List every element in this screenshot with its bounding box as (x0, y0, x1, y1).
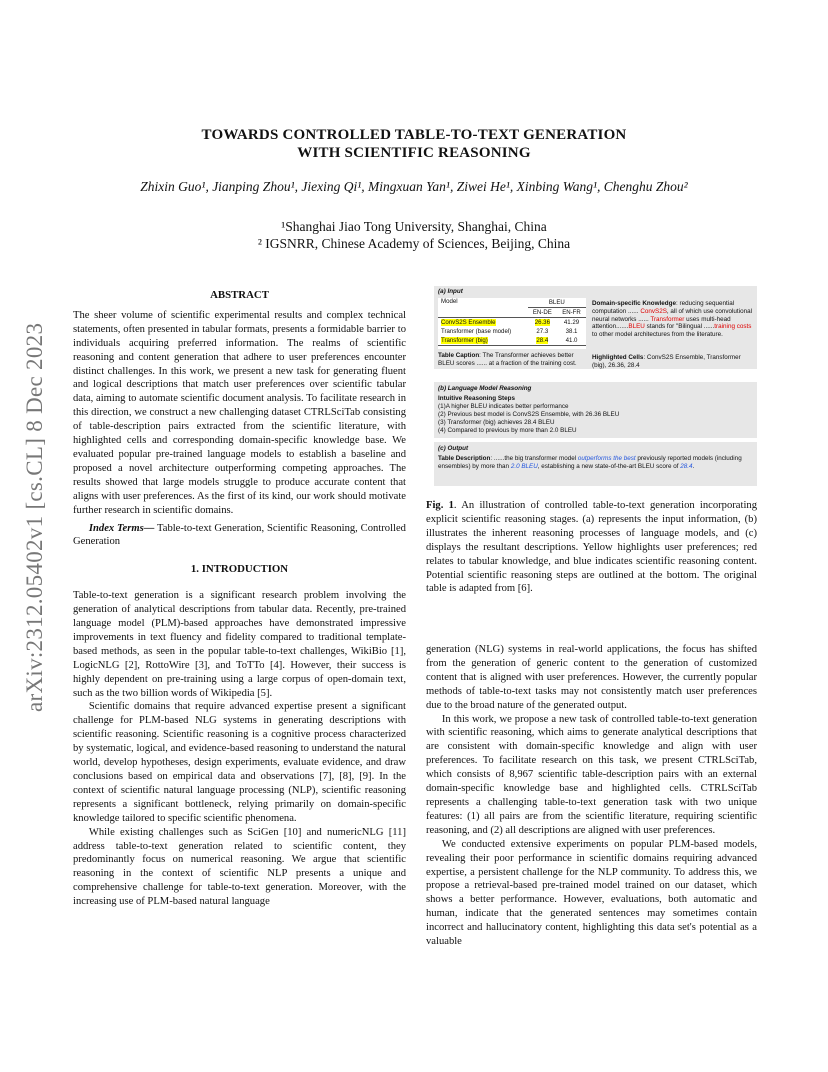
td-text: , establishing a new state-of-the-art BLEU score of (537, 462, 681, 470)
table-cell-enfr: 41.0 (565, 336, 578, 344)
fig-caption-label: Fig. 1 (426, 500, 454, 511)
td-highlight: outperforms the best (577, 455, 636, 462)
affiliations (0, 218, 828, 252)
panel-b-label: (b) Language Model Reasoning (438, 385, 532, 392)
affiliation-2: ² IGSNRR, Chinese Academy of Sciences, Beijing, China (257, 236, 571, 251)
bleu-table (438, 298, 586, 346)
left-column (73, 289, 406, 909)
figure-1 (426, 286, 757, 486)
index-terms-text: Table-to-text Generation, Scientific Reasoning, Controlled Generation (73, 522, 406, 548)
fig-caption-text: . An illustration of controlled table-to-text generation incorporating explicit scientific reasoning stages. (a) represents the input information, (b) illustrates the inherent reasoning processes of language models, and (c) displays the resultant descriptions. Yellow highlights user preferences; red relates to tabular knowledge, and blue indicates scientific reasoning content. Potential scientific reasoning steps are outlined at the bottom. The original table is adapted from [6]. (426, 500, 757, 595)
input-table (438, 298, 586, 349)
index-terms (73, 522, 406, 550)
table-cell-model: ConvS2S Ensemble (441, 318, 496, 326)
dk-text: , all of which use convolutional neural networks ...... (592, 307, 752, 323)
domain-knowledge-label: Domain-specific Knowledge (592, 300, 676, 307)
abstract-text: The sheer volume of scientific experimental results and complex technical statements, often presented in tabular formats, presents a formidable barrier to individuals acquiring preferred information. The realms of scientific reasoning and content generation that adhere to user preferences encounter distinct challenges. In this work, we present a new task for generating fluent and logical descriptions that match user preferences over scientific tabular data, aiming to automate scientific document analysis. To facilitate research in this direction, we construct a new challenging dataset CTRLSciTab consisting of table-description pairs extracted from the scientific literature, with highlighted cells and corresponding domain-specific knowledge base. We evaluated popular pre-trained language models to establish a baseline and proposed a novel architecture outperforming competing approaches. The results showed that large models struggle to produce accurate content that aligns with user preferences. As the first of its kind, our work should motivate further research in scientific domains. (73, 309, 406, 516)
table-caption-label: Table Caption (438, 352, 480, 359)
figure-panel-a (434, 286, 757, 369)
table-cell-model: Transformer (base model) (441, 327, 512, 335)
table-cell-ende: 26.36 (534, 318, 550, 326)
domain-knowledge (592, 300, 752, 339)
dk-highlight: ConvS2S (640, 307, 667, 315)
table-caption-text: : The Transformer achieves better BLEU scores ...... at a fraction of the training cost. (438, 352, 577, 367)
dk-text: to other model architectures from the literature. (592, 331, 723, 339)
affiliation-1: ¹Shanghai Jiao Tong University, Shanghai, China (281, 219, 547, 234)
table-cell-ende: 28.4 (536, 336, 549, 344)
right-paragraph-3: We conducted extensive experiments on popular PLM-based models, revealing their poor performance in scientific domains requiring advanced expertise, a persistent challenge for the NLP community. To address this, we propose a retrieval-based pre-trained model trained on our dataset, which shows a better performance. However, evaluations, both automatic and human, indicate that the generated sentences may sometimes contain incorrect and hallucinatory content, highlighting this data set's potential as a valuable (426, 838, 757, 948)
dk-highlight: BLEU (628, 323, 645, 331)
table-header-model: Model (441, 298, 458, 305)
title-line-2: WITH SCIENTIFIC REASONING (297, 145, 531, 161)
table-description (438, 455, 748, 471)
right-paragraph-2: In this work, we propose a new task of controlled table-to-text generation with scientific reasoning, which aims to generate analytical descriptions that are consistent with domain-specific knowledge and align with user preferences. To facilitate research on this task, we present CTRLSciTab, which consists of 8,967 scientific table-description pairs with an external domain-specific knowledge base and highlighted cells. CTRLSciTab represents a challenging table-to-text generation task with two unique features: (1) all pairs are from the scientific literature, requiring scientific reasoning, and (2) all descriptions are aligned with user preferences. (426, 713, 757, 836)
abstract-heading: ABSTRACT (210, 289, 269, 301)
right-column (426, 643, 757, 949)
arxiv-stamp (22, 292, 52, 712)
dk-highlight: Transformer (650, 315, 685, 323)
table-caption (438, 352, 586, 368)
dk-highlight: training costs (714, 323, 752, 331)
panel-c-label: (c) Output (438, 445, 469, 452)
reasoning-step: (3) Transformer (big) achieves 28.4 BLEU (438, 419, 555, 426)
dk-text: : reducing sequential computation ...... (592, 300, 735, 315)
intro-paragraph-2: Scientific domains that require advanced expertise present a significant challenge for PLM-based NLG systems in generating descriptions with scientific reasoning. Scientific reasoning is a cognitive process characterized by systematic, logical, and evidence-based reasoning to understand the natural world, develop hypotheses, design experiments, evaluate evidence, and draw conclusions based on empirical data and observations [7], [8], [9]. In the context of scientific natural language processing (NLP), scientific reasoning represents a significant bottleneck, relying primarily on domain-specific knowledge tailored to specific scientific phenomena. (73, 701, 406, 824)
table-subheader-ende: EN-DE (532, 308, 552, 316)
title-line-1: TOWARDS CONTROLLED TABLE-TO-TEXT GENERATION (201, 127, 627, 143)
reasoning-steps-label: Intuitive Reasoning Steps (438, 395, 515, 402)
reasoning-step: (2) Previous best model is ConvS2S Ensemble, with 26.36 BLEU (438, 411, 620, 418)
table-cell-model: Transformer (big) (441, 336, 488, 344)
table-header-bleu: BLEU (528, 298, 586, 308)
panel-a-label: (a) Input (438, 288, 463, 295)
paper-title (0, 126, 828, 162)
td-highlight: 28.4 (680, 462, 693, 470)
figure-panel-b (434, 382, 757, 438)
table-row (438, 318, 586, 328)
table-cell-ende: 27.3 (536, 327, 549, 335)
table-cell-enfr: 38.1 (565, 327, 578, 335)
table-row (438, 336, 586, 346)
figure-panel-c (434, 442, 757, 486)
highlighted-cells-label: Highlighted Cells (592, 354, 644, 361)
fig-caption-para (426, 499, 757, 596)
highlighted-cells-text: : ConvS2S Ensemble, Transformer (big), 26.36, 28.4 (592, 354, 741, 369)
intro-heading: 1. INTRODUCTION (190, 563, 289, 576)
reasoning-step: (1)A higher BLEU indicates better performance (438, 403, 569, 410)
reasoning-step: (4) Compared to previous by more than 2.0 BLEU (438, 427, 577, 434)
right-paragraph-1: generation (NLG) systems in real-world applications, the focus has shifted from the generation of generic content to the generation of customized content that is aligned with user preferences. However, the currently popular methods of table-to-text tasks may not consistently match user preferences due to the broad nature of the generated output. (426, 644, 757, 711)
td-text: : ......the big transformer model (490, 455, 578, 462)
arxiv-id: arXiv:2312.05402v1 [cs.CL] 8 Dec 2023 (22, 322, 47, 712)
intro-paragraph-3: While existing challenges such as SciGen [10] and numericNLG [11] address table-to-text generation related to scientific content, they predominantly focus on numerical reasoning. We argue that scientific reasoning in the context of scientific NLP presents a unique and comprehensive challenge for table-to-text generation. Moreover, with the increasing use of PLM-based natural language (73, 826, 406, 908)
table-subheader-enfr: EN-FR (562, 308, 581, 316)
td-text: previously reported models (including ensembles) by more than (438, 455, 742, 470)
authors: Zhixin Guo¹, Jianping Zhou¹, Jiexing Qi¹, Mingxuan Yan¹, Ziwei He¹, Xinbing Wang¹, Chenghu Zhou² (140, 179, 688, 194)
table-row (438, 327, 586, 336)
intro-paragraph-1: Table-to-text generation is a significant research problem involving the generation of analytical descriptions from tabular data. Recently, pre-trained language model (PLM)-based approaches have demonstrated impressive improvements in text fluency and fidelity compared to traditional template-based methods, as seen in the popular table-to-text challenges, WikiBio [1], LogicNLG [2], RottoWire [3], and ToTTo [4]. However, their success is highly dependent on pre-training using a large corpus of open-domain text, such as the two billion words of Wikipedia [5]. (73, 590, 406, 699)
td-highlight: 2.0 BLEU (510, 462, 538, 470)
dk-text: stands for "Bilingual ...... (644, 323, 715, 331)
index-terms-label: Index Terms— (88, 522, 155, 534)
table-description-label: Table Description (438, 455, 491, 462)
table-cell-enfr: 41.29 (563, 318, 580, 326)
td-text: . (692, 462, 695, 470)
figure-caption (426, 499, 757, 596)
dk-text: uses multi-head attention....... (592, 315, 731, 331)
highlighted-cells (592, 354, 752, 370)
